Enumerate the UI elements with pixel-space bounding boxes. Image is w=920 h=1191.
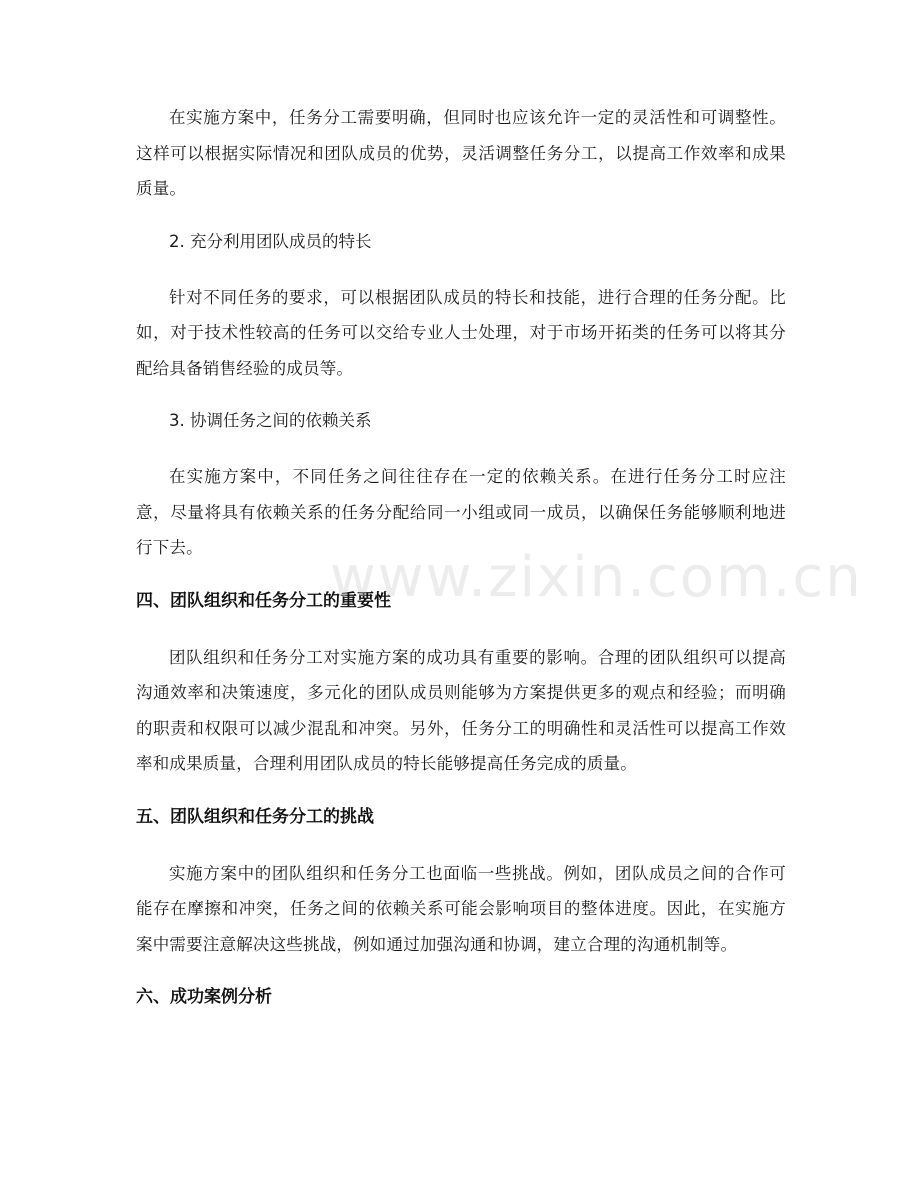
section-heading-importance: 四、团队组织和任务分工的重要性 (136, 590, 391, 611)
watermark-text: www.zixin.com.cn (330, 545, 863, 610)
paragraph-dependencies: 在实施方案中，不同任务之间往往存在一定的依赖关系。在进行任务分工时应注意，尽量将具有依赖关系的任务分配给同一小组或同一成员，以确保任务能够顺利地进行下去。 (136, 467, 786, 557)
document-body (136, 100, 786, 1036)
subheading-dependencies: 3. 协调任务之间的依赖关系 (169, 411, 372, 430)
paragraph-use-strengths: 针对不同任务的要求，可以根据团队成员的特长和技能，进行合理的任务分配。比如，对于技术性较高的任务可以交给专业人士处理，对于市场开拓类的任务可以将其分配给具备销售经验的成员等。 (136, 287, 786, 378)
subheading-use-strengths: 2. 充分利用团队成员的特长 (169, 231, 372, 251)
paragraph-challenges: 实施方案中的团队组织和任务分工也面临一些挑战。例如，团队成员之间的合作可能存在摩擦和冲突，任务之间的依赖关系可能会影响项目的整体进度。因此，在实施方案中需要注意解决这些挑战，例如通过加强沟通和协调，建立合理的沟通机制等。 (136, 863, 786, 954)
paragraph-task-flexibility: 在实施方案中，任务分工需要明确，但同时也应该允许一定的灵活性和可调整性。这样可以根据实际情况和团队成员的优势，灵活调整任务分工，以提高工作效率和成果质量。 (136, 108, 786, 198)
section-heading-case-study: 六、成功案例分析 (136, 987, 272, 1007)
paragraph-importance: 团队组织和任务分工对实施方案的成功具有重要的影响。合理的团队组织可以提高沟通效率和决策速度，多元化的团队成员则能够为方案提供更多的观点和经验；而明确的职责和权限可以减少混乱和冲突。另外，任务分工的明确性和灵活性可以提高工作效率和成果质量，合理利用团队成员的特长能够提高任务完成的质量。 (136, 647, 786, 773)
section-heading-challenges: 五、团队组织和任务分工的挑战 (136, 806, 374, 827)
